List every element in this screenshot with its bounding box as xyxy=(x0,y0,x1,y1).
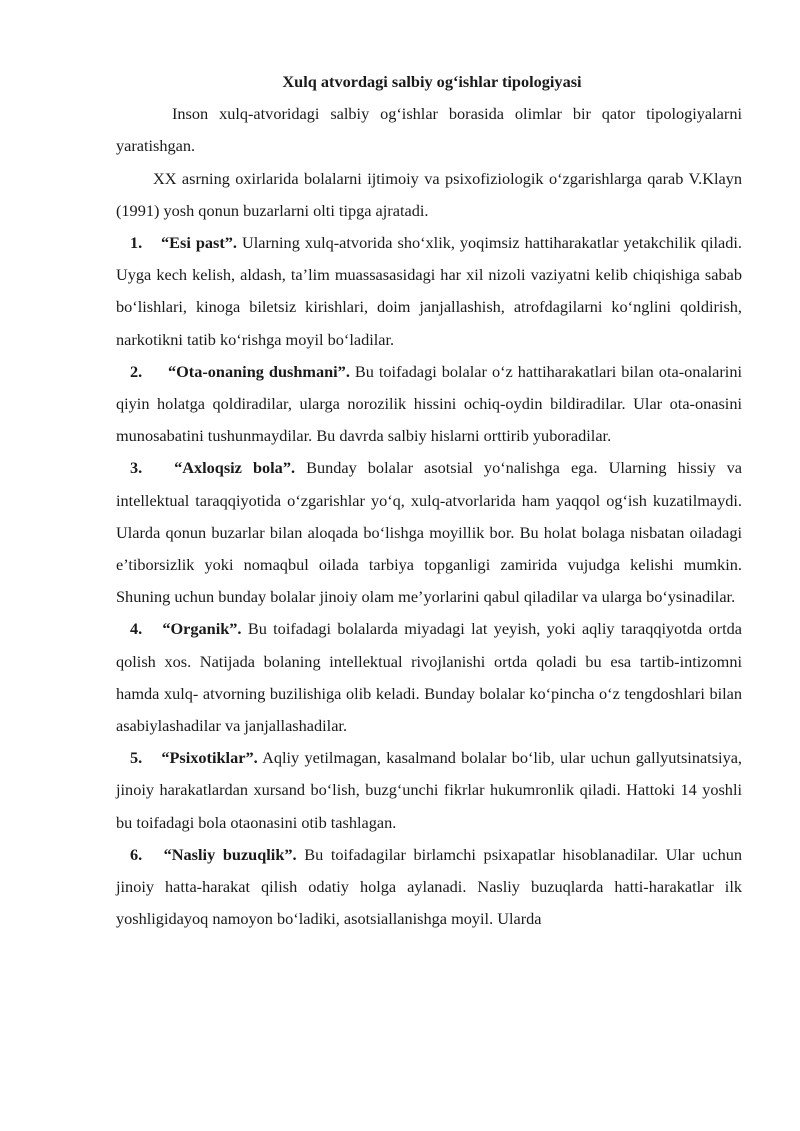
item-heading: “Esi past”. xyxy=(160,233,237,253)
item-number: 3. xyxy=(130,458,143,478)
intro-paragraph-2: XX asrning oxirlarida bolalarni ijtimoiy va psixofiziologik o‘zgarishlarga qarab V.Klayn (1991) yosh qonun buzarlarni olti tipga ajratadi. xyxy=(116,168,742,220)
item-heading: “Ota-onaning dushmani”. xyxy=(168,361,350,381)
item-heading: “Psixotiklar”. xyxy=(161,748,258,768)
item-heading: “Organik”. xyxy=(162,619,242,639)
item-heading: “Axloqsiz bola”. xyxy=(174,458,296,478)
item-number: 6. xyxy=(130,844,143,864)
typology-item-5 xyxy=(116,742,742,839)
typology-item-4 xyxy=(116,613,742,742)
typology-item-6 xyxy=(116,839,742,936)
item-text: Ularning xulq-atvorida sho‘xlik, yoqimsiz hattiharakatlar yetakchilik qiladi. Uyga kech kelish, aldash, ta’lim muassasasidagi har xil nizoli vaziyatni kelib chiqishiga sabab bo‘lishlari, kinoga biletsiz kirishlari, doim janjallashish, atrofdagilarni ko‘nglini qoldirish, narkotikni tatib ko‘rishga moyil bo‘ladilar. xyxy=(116,233,743,349)
typology-item-1 xyxy=(116,227,742,356)
item-heading: “Nasliy buzuqlik”. xyxy=(163,844,297,864)
item-text: Bu toifadagi bolalar o‘z hattiharakatlari bilan ota-onalarini qiyin holatga qoldiradilar, ularga norozilik hissini ochiq-oydin bildiradilar. Ular ota-onasini munosabatini tushunmaydilar. Bu davrda salbiy hislarni orttirib yuboradilar. xyxy=(116,361,742,446)
item-number: 4. xyxy=(130,619,143,639)
item-number: 1. xyxy=(130,233,143,253)
item-text: Aqliy yetilmagan, kasalmand bolalar bo‘lib, ular uchun gallyutsinatsiya, jinoiy harakatlardan xursand bo‘lish, buzg‘unchi fikrlar hukumronlik qiladi. Hattoki 14 yoshli bu toifadagi bola otaonasini otib tashlagan. xyxy=(116,748,743,832)
intro-paragraph-1: Inson xulq-atvoridagi salbiy og‘ishlar borasida olimlar bir qator tipologiyalarni yaratishgan. xyxy=(116,104,742,156)
item-text: Bu toifadagi bolalarda miyadagi lat yeyish, yoki aqliy taraqqiyotda ortda qolish xos. Natijada bolaning intellektual rivojlanishi ortda qoladi bu esa tartib-intizomni hamda xulq- atvorning buzilishiga olib keladi. Bunday bolalar ko‘pincha o‘z tengdoshlari bilan asabiylashadilar va janjallashadilar. xyxy=(116,619,742,736)
typology-item-2 xyxy=(116,356,742,453)
document-page xyxy=(116,66,742,935)
document-title: Xulq atvordagi salbiy og‘ishlar tipologiyasi xyxy=(282,72,582,91)
item-text: Bunday bolalar asotsial yo‘nalishga ega. Ularning hissiy va intellektual taraqqiyotida o‘zgarishlar yo‘q, xulq-atvorlarida ham yaqqol og‘ish kuzatilmaydi. Ularda qonun buzarlar bilan aloqada bo‘lishga moyillik bor. Bu holat bolaga nisbatan oiladagi e’tiborsizlik yoki nomaqbul oilada tarbiya topganligi zamirida vujudga kelishi mumkin. Shuning uchun bunday bolalar jinoiy olam me’yorlarini qabul qiladilar va ularga bo‘ysinadilar. xyxy=(116,458,742,607)
typology-item-3 xyxy=(116,452,742,613)
item-number: 2. xyxy=(130,361,143,381)
item-number: 5. xyxy=(130,748,143,768)
item-text: Bu toifadagilar birlamchi psixapatlar hisoblanadilar. Ular uchun jinoiy hatta-harakat qilish odatiy holga aylanadi. Nasliy buzuqlarda hatti-harakatlar ilk yoshligidayoq namoyon bo‘ladiki, asotsiallanishga moyil. Ularda xyxy=(116,844,742,929)
